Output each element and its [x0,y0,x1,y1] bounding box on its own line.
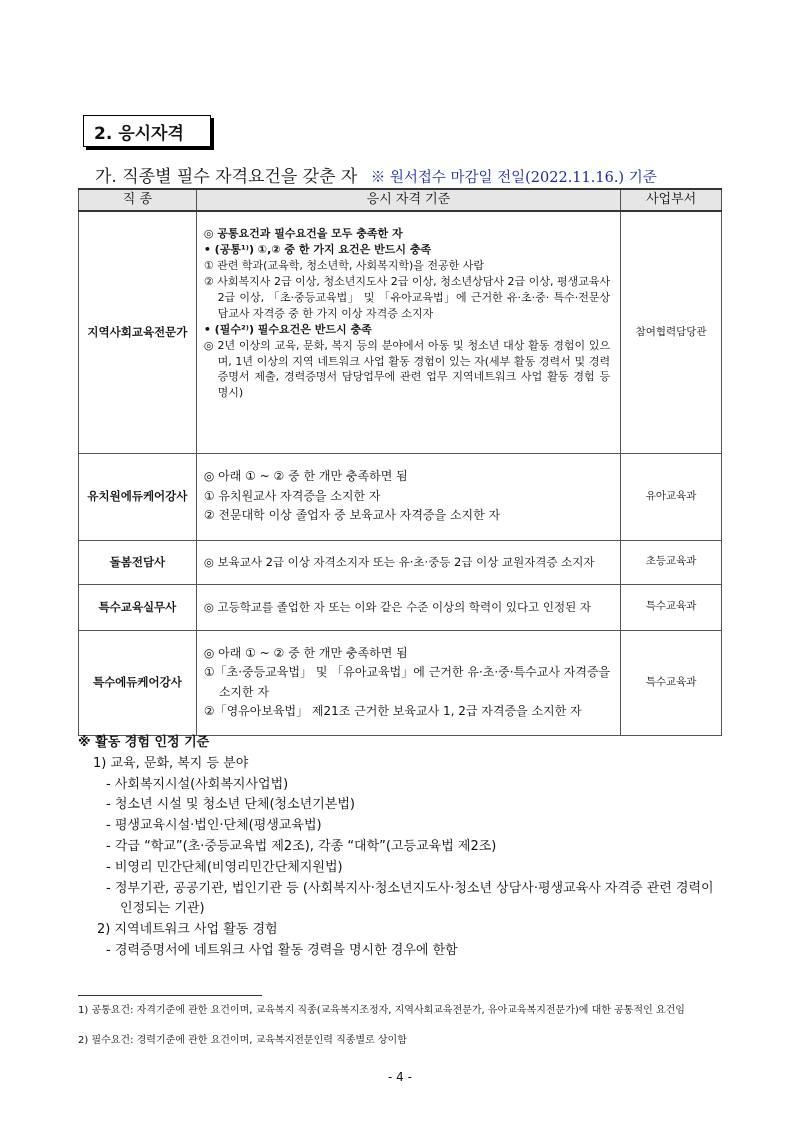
department: 특수교육과 [621,584,722,630]
criteria-line: ② 전문대학 이상 졸업자 중 보육교사 자격증을 소지한 자 [203,508,501,523]
criteria-line: ◎ 공통요건과 필수요건을 모두 충족한 자 [203,227,403,240]
table-row [79,211,722,453]
table-row [79,630,722,735]
department: 유아교육과 [621,453,722,540]
criteria-line: • (필수²⁾) 필수요건은 반드시 충족 [203,322,372,336]
criteria-line: ①「초·중등교육법」 및 「유아교육법」에 근거한 유·초·중·특수교사 자격증을 소지한 자 [203,665,611,699]
job-name: 특수에듀케어강사 [79,630,197,735]
footnote-divider [78,995,262,996]
deadline-note: ※ 원서접수 마감일 전일(2022.11.16.) 기준 [370,170,657,186]
list-item: - 경력증명서에 네트워크 사업 활동 경력을 명시한 경우에 한함 [106,942,458,958]
criteria-line: ① 관련 학과(교육학, 청소년학, 사회복지학)을 전공한 사람 [203,258,484,272]
criteria-cell [196,211,620,453]
page-number: - 4 - [388,1070,412,1084]
criteria-line: ◎ 보육교사 2급 이상 자격소지자 또는 유·초·중등 2급 이상 교원자격증 소지자 [203,554,595,569]
criteria-line: ◎ 아래 ① ~ ② 중 한 개만 충족하면 됨 [203,468,408,483]
department: 특수교육과 [621,630,722,735]
activity-criteria-notes [78,733,730,962]
section-heading: 2. 응시자격 [83,115,211,147]
table-row [79,453,722,540]
list-item: - 평생교육시설·법인·단체(평생교육법) [106,818,322,834]
table-row [79,584,722,630]
notes-group-1: 1) 교육, 문화, 복지 등 분야 [93,755,249,771]
criteria-line: ① 유치원교사 자격증을 소지한 자 [203,488,381,503]
table-header-row [79,189,722,211]
department: 참여협력담당관 [621,211,722,453]
criteria-line: ◎ 2년 이상의 교육, 문화, 복지 등의 분야에서 아동 및 청소년 대상 활동 경험이 있으며, 1년 이상의 지역 네트워크 사업 활동 경험이 있는 자(세부 활동 경력서 및 경력증명서 제출, 경력증명서 담당업무에 관련 업무 지역네트워크 사업 활동 경험 등 명시) [203,338,611,400]
criteria-cell [196,540,620,584]
criteria-line: ◎ 고등학교를 졸업한 자 또는 이와 같은 수준 이상의 학력이 있다고 인정된 자 [203,599,591,614]
list-item: - 비영리 민간단체(비영리민간단체지원법) [106,859,343,875]
job-name: 지역사회교육전문가 [79,211,197,453]
header-job: 직 종 [79,189,197,211]
criteria-cell [196,584,620,630]
job-name: 특수교육실무사 [79,584,197,630]
footnote-2: 2) 필수요건: 경력기준에 관한 요건이며, 교육복지전문인력 직종별로 상이함 [78,1035,407,1046]
job-name: 유치원에듀케어강사 [79,453,197,540]
notes-group-2: 2) 지역네트워크 사업 활동 경험 [97,922,278,938]
list-item: - 각급 “학교”(초·중등교육법 제2조), 각종 “대학”(고등교육법 제2조) [106,838,497,854]
header-dept: 사업부서 [621,189,722,211]
criteria-cell [196,453,620,540]
list-item: - 정부기관, 공공기관, 법인기관 등 (사회복지사·청소년지도사·청소년 상담사·평생교육사 자격증 관련 경력이 인정되는 기관) [106,880,714,917]
table-row [79,540,722,584]
subtitle-text: 가. 직종별 필수 자격요건을 갖춘 자 [95,167,358,187]
qualification-table [78,188,722,736]
job-name: 돌봄전담사 [79,540,197,584]
department: 초등교육과 [621,540,722,584]
criteria-line: ②「영유아보육법」 제21조 근거한 보육교사 1, 2급 자격증을 소지한 자 [203,703,582,718]
criteria-cell [196,630,620,735]
list-item: - 사회복지시설(사회복지사업법) [106,776,289,792]
footnote-1: 1) 공통요건: 자격기준에 관한 요건이며, 교육복지 직종(교육복지조정자, 지역사회교육전문가, 유아교육복지전문가)에 대한 공통적인 요건임 [78,1005,685,1016]
criteria-line: ◎ 아래 ① ~ ② 중 한 개만 충족하면 됨 [203,646,408,661]
notes-title: ※ 활동 경험 인정 기준 [78,735,210,750]
subtitle [95,162,657,187]
criteria-line: ② 사회복지사 2급 이상, 청소년지도사 2급 이상, 청소년상담사 2급 이상, 평생교육사 2급 이상, 「초·중등교육법」 및 「유아교육법」에 근거한 유·초·중· 특수·전문상담교사 자격증 중 한 가지 이상 자격증 소지자 [203,274,611,320]
header-criteria: 응시 자격 기준 [196,189,620,211]
list-item: - 청소년 시설 및 청소년 단체(청소년기본법) [106,797,355,813]
criteria-line: • (공통¹⁾) ①,② 중 한 가지 요건은 반드시 충족 [203,242,432,256]
